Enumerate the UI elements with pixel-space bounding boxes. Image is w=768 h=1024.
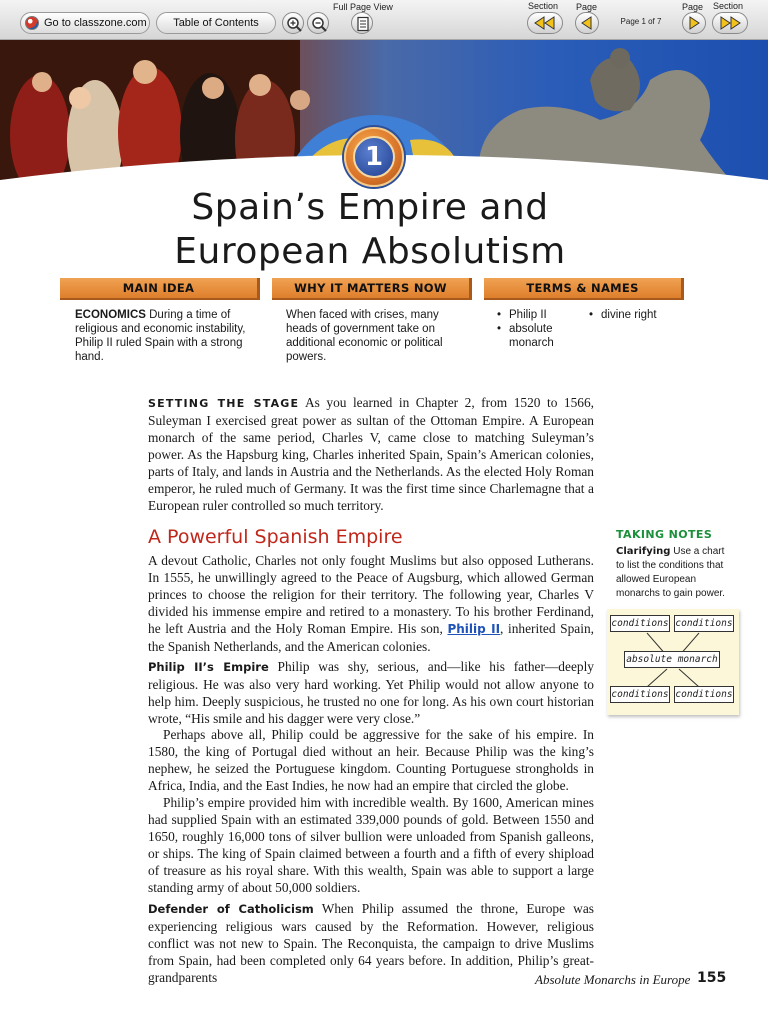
main-idea-label: ECONOMICS bbox=[75, 309, 146, 321]
main-idea-header: MAIN IDEA bbox=[60, 278, 260, 300]
why-it-matters-header: WHY IT MATTERS NOW bbox=[272, 278, 472, 300]
paragraph-1-after: , inherited Spain, the Spanish Netherlands, and the American colonies. bbox=[148, 621, 594, 654]
paragraph-2-text: Philip was shy, serious, and—like his father—deeply religious. He was also very hard working. Yet Philip would not allow anyone to help him. Deeply suspicious, he trusted no one for long. As his own court historian wrote, “His smile and his dagger were very close.” bbox=[148, 659, 594, 726]
main-idea-body: During a time of religious and economic instability, Philip II ruled Spain with a strong hand. bbox=[75, 309, 246, 363]
terms-list-2 bbox=[589, 308, 679, 322]
term-absolute-monarch[interactable]: • absolute monarch bbox=[497, 322, 577, 350]
section-paragraph-3: Perhaps above all, Philip could be aggressive for the sake of his empire. In 1580, the king of Portugal died without an heir. Because Philip was the king’s nephew, he seized the Portuguese kingdom. Counting Portuguese strongholds in Africa, India, and the East Indies, he now had an empire that circled the globe. bbox=[148, 727, 594, 793]
section-label-left: Section bbox=[528, 1, 559, 11]
double-chevron-right-icon bbox=[718, 16, 742, 30]
section-paragraph-1 bbox=[148, 552, 594, 655]
taking-notes-skill: Clarifying bbox=[616, 546, 671, 557]
page-icon bbox=[355, 16, 371, 32]
absolute-monarch-box: absolute monarch bbox=[624, 651, 720, 668]
title-line-2: European Absolutism bbox=[174, 231, 566, 272]
full-page-view-label: Full Page View bbox=[333, 2, 393, 12]
conditions-box-bottom-left: conditions bbox=[610, 686, 670, 703]
chevron-left-icon bbox=[581, 16, 593, 30]
term-philip-ii[interactable]: • Philip II bbox=[497, 308, 577, 322]
zoom-out-icon bbox=[311, 16, 327, 32]
go-to-classzone-button[interactable] bbox=[20, 12, 150, 34]
next-section-button[interactable] bbox=[712, 12, 748, 34]
title-line-1: Spain’s Empire and bbox=[191, 187, 549, 228]
terms-names-header: TERMS & NAMES bbox=[484, 278, 684, 300]
table-of-contents-label: Table of Contents bbox=[173, 17, 259, 29]
section-paragraph-4: Philip’s empire provided him with incredible wealth. By 1600, American mines had supplied Spain with an estimated 339,000 pounds of gold. Between 1550 and 1650, roughly 16,000 tons of silver bullion were unloaded from Spanish galleons, or ships. The king of Spain claimed between a fourth and a fifth of every shipload of treasure as his royal share. With this wealth, Spain was able to support a large standing army of about 50,000 soldiers. bbox=[148, 795, 594, 895]
globe-icon bbox=[25, 16, 39, 30]
main-idea-text bbox=[75, 308, 255, 364]
footer-chapter-title: Absolute Monarchs in Europe bbox=[535, 972, 691, 987]
zoom-in-icon bbox=[286, 16, 302, 32]
double-chevron-left-icon bbox=[533, 16, 557, 30]
conditions-box-top-right: conditions bbox=[674, 615, 734, 632]
taking-notes-chart bbox=[607, 609, 739, 715]
setting-the-stage-label: SETTING THE STAGE bbox=[148, 397, 300, 410]
page-count: Page 1 of 7 bbox=[620, 17, 662, 26]
term-divine-right[interactable]: • divine right bbox=[589, 308, 679, 322]
philip-empire-subheading: Philip II’s Empire bbox=[148, 660, 269, 674]
conditions-box-bottom-right: conditions bbox=[674, 686, 734, 703]
paragraph-1-before: A devout Catholic, Charles not only fought Muslims but also opposed Lutherans. In 1555, he unwillingly agreed to the Peace of Augsburg, which allowed German princes to choose the religion for their territory. The following year, Charles V divided his immense empire and retired to a monastery. To his brother Ferdinand, he left Austria and the Holy Roman Empire. His son, bbox=[148, 553, 594, 636]
conditions-box-top-left: conditions bbox=[610, 615, 670, 632]
setting-the-stage-paragraph bbox=[148, 394, 594, 514]
go-to-classzone-label: Go to classzone.com bbox=[44, 17, 147, 29]
chapter-number-badge bbox=[344, 127, 404, 187]
chevron-right-icon bbox=[688, 16, 700, 30]
taking-notes-title: TAKING NOTES bbox=[616, 528, 713, 541]
paragraph-5-text: When Philip assumed the throne, Europe was experiencing religious wars caused by the Reformation. However, religious conflict was not new to Spain. The Reconquista, the campaign to drive Muslims from Spain, had been completed only 64 years before. In addition, Philip’s great-grandparents bbox=[148, 901, 594, 985]
zoom-in-button[interactable] bbox=[282, 12, 304, 34]
setting-the-stage-text: As you learned in Chapter 2, from 1520 to 1566, Suleyman I exercised great power as sultan of the Ottoman Empire. A European monarch of the same period, Charles V, came close to matching Suleyman’s power. As the Hapsburg king, Charles inherited Spain, Spain’s American colonies, parts of Italy, and lands in Austria and the Netherlands. As the elected Holy Roman emperor, he ruled much of Germany. It was the first time since Charlemagne that a European ruler controlled so much territory. bbox=[148, 395, 595, 513]
previous-page-button[interactable] bbox=[575, 12, 599, 34]
philip-ii-link[interactable]: Philip II bbox=[447, 622, 501, 636]
taking-notes-instructions: Use a chart to list the conditions that allowed European monarchs to gain power. bbox=[616, 546, 725, 599]
table-of-contents-button[interactable] bbox=[156, 12, 276, 34]
previous-section-button[interactable] bbox=[527, 12, 563, 34]
section-paragraph-5 bbox=[148, 900, 594, 986]
taking-notes-text bbox=[616, 545, 731, 601]
section-paragraph-2 bbox=[148, 658, 594, 727]
toolbar bbox=[0, 0, 768, 40]
page-title bbox=[120, 186, 620, 274]
next-page-button[interactable] bbox=[682, 12, 706, 34]
section-heading: A Powerful Spanish Empire bbox=[148, 526, 403, 548]
page-label-right: Page bbox=[682, 2, 704, 12]
section-label-right: Section bbox=[713, 1, 744, 11]
chapter-number: 1 bbox=[353, 136, 395, 178]
page-number: 155 bbox=[697, 970, 727, 986]
zoom-out-button[interactable] bbox=[307, 12, 329, 34]
page-label-left: Page bbox=[576, 2, 598, 12]
terms-list-1 bbox=[497, 308, 577, 350]
why-it-matters-text: When faced with crises, many heads of government take on additional economic or political powers. bbox=[286, 309, 443, 363]
full-page-view-button[interactable] bbox=[351, 12, 373, 34]
defender-subheading: Defender of Catholicism bbox=[148, 902, 314, 916]
